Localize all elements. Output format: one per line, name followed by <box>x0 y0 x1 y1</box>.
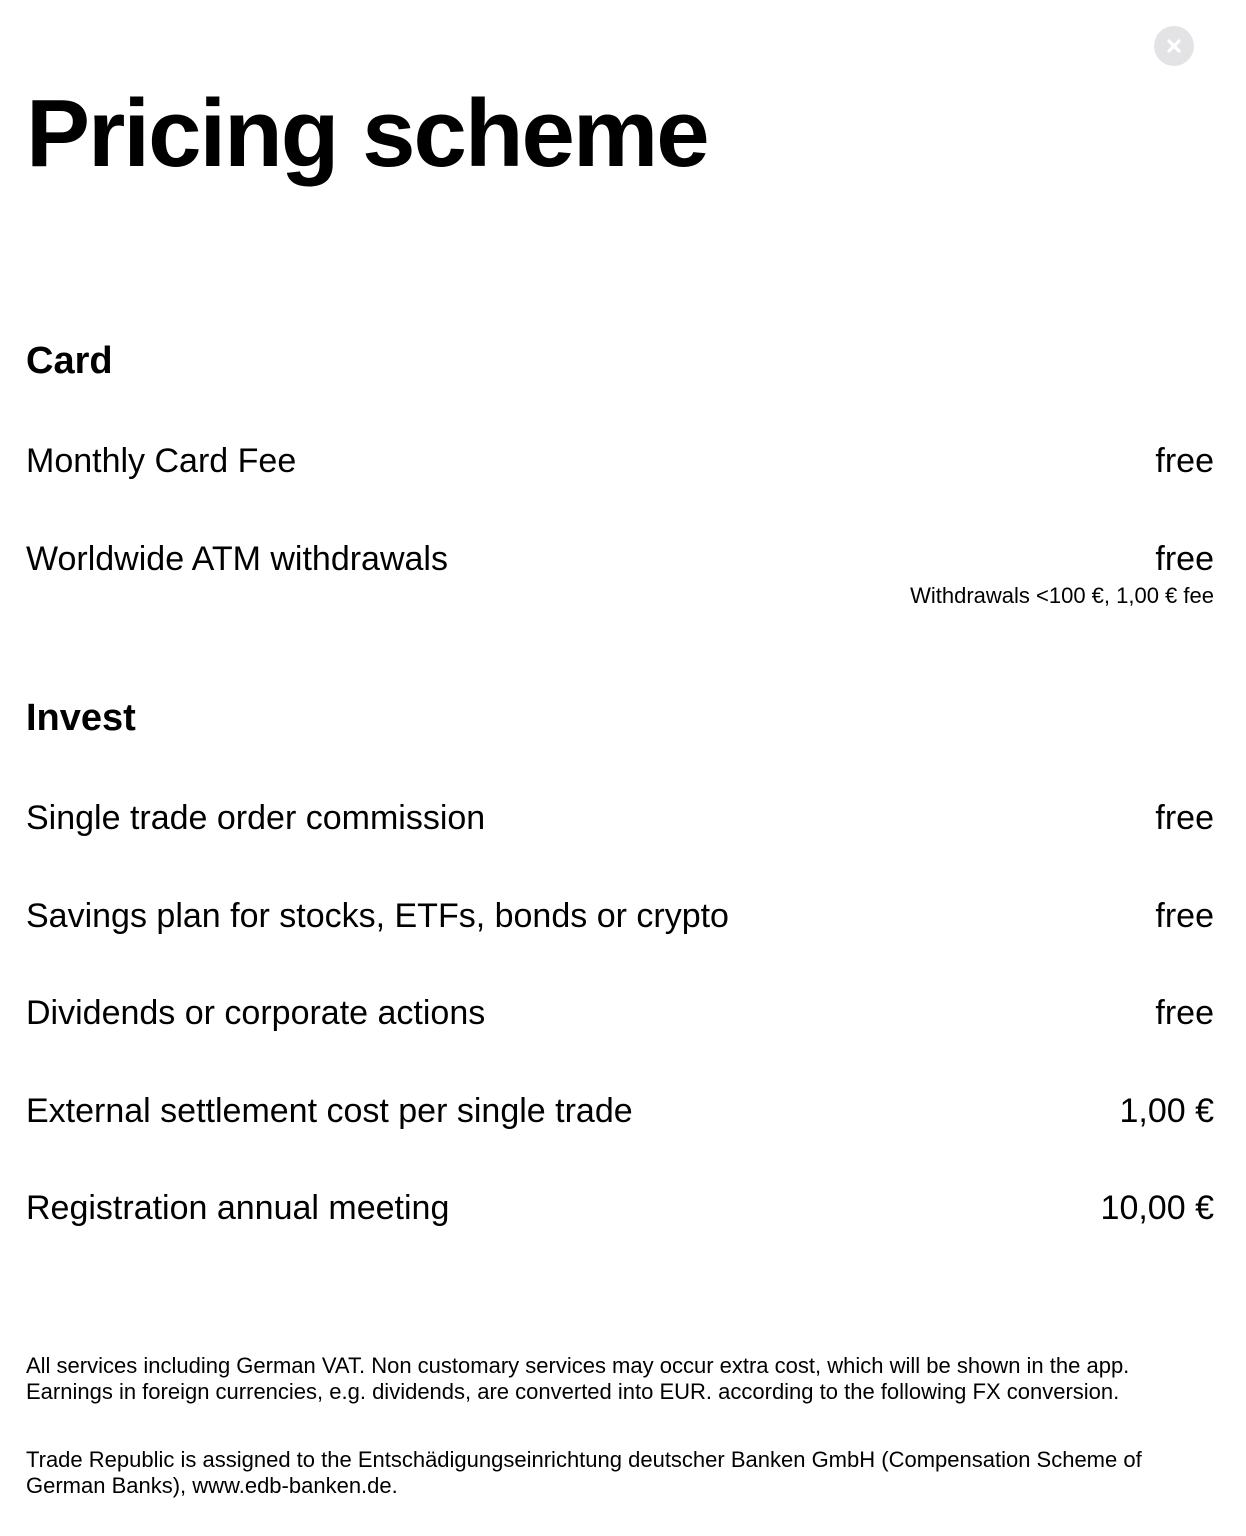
row-value: free <box>1155 799 1214 837</box>
row-value: free <box>1155 994 1214 1032</box>
row-value: 1,00 € <box>1119 1092 1214 1130</box>
row-note: Withdrawals <100 €, 1,00 € fee <box>910 583 1214 608</box>
row-value: free <box>1155 540 1214 578</box>
price-row-annual-meeting <box>26 1185 1214 1231</box>
price-row-atm-withdrawals <box>26 536 1214 608</box>
row-label: Worldwide ATM withdrawals <box>26 540 448 578</box>
row-label: Monthly Card Fee <box>26 442 297 480</box>
section-heading-invest: Invest <box>26 697 136 739</box>
row-value: free <box>1155 442 1214 480</box>
row-label: Single trade order commission <box>26 799 486 837</box>
vat-note: All services including German VAT. Non customary services may occur extra cost, which will be shown in the app. Earnings in foreign currencies, e.g. dividends, are converted into EUR. according to the following FX conversion. <box>26 1353 1130 1404</box>
row-label: Dividends or corporate actions <box>26 994 486 1032</box>
row-label: Registration annual meeting <box>26 1189 450 1227</box>
compensation-note: Trade Republic is assigned to the Entschädigungseinrichtung deutscher Banken GmbH (Compensation Scheme of German Banks), www.edb-banken.de. <box>26 1447 1142 1498</box>
price-row-dividends <box>26 990 1214 1036</box>
close-button[interactable] <box>1154 26 1194 66</box>
page-title: Pricing scheme <box>26 80 708 187</box>
row-label: Savings plan for stocks, ETFs, bonds or crypto <box>26 897 729 935</box>
close-icon <box>1166 38 1182 54</box>
price-row-external-settlement <box>26 1088 1214 1134</box>
row-value: 10,00 € <box>1100 1189 1214 1227</box>
price-row-monthly-card-fee <box>26 438 1214 484</box>
section-heading-card: Card <box>26 340 113 382</box>
price-row-savings-plan <box>26 893 1214 939</box>
price-row-single-trade-commission <box>26 795 1214 841</box>
row-label: External settlement cost per single trade <box>26 1092 633 1130</box>
row-value: free <box>1155 897 1214 935</box>
